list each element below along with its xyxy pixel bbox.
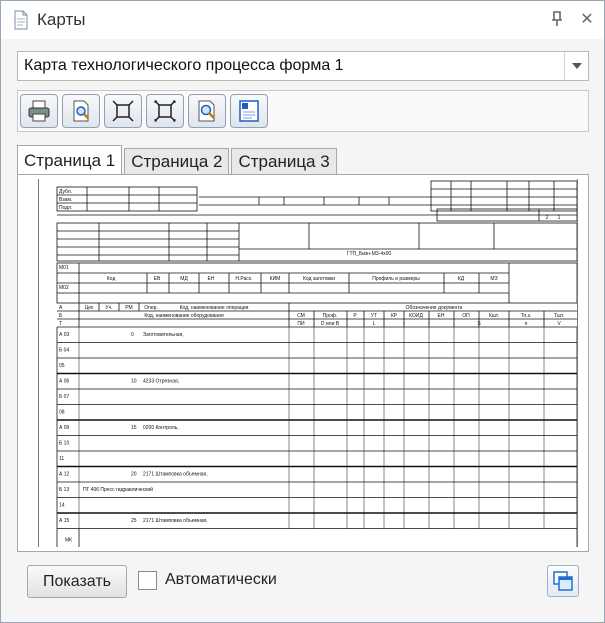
- header-left-label: Взам.: [59, 197, 73, 203]
- sub-header: Кшт.: [488, 313, 500, 319]
- row-number: 11: [59, 456, 65, 462]
- operation-number: 10: [131, 378, 137, 385]
- column-header: КИМ: [269, 276, 281, 282]
- footer-label: МК: [65, 537, 73, 544]
- sub-header: ОП: [462, 313, 470, 319]
- row-number: А 06: [59, 378, 70, 385]
- document-preview[interactable]: [38, 179, 578, 547]
- operation-number: 20: [131, 471, 137, 478]
- row-number: Б 04: [59, 347, 70, 354]
- row-number: А 15: [59, 518, 70, 524]
- operation-header: Цех: [84, 305, 94, 311]
- operation-header: РМ: [125, 305, 133, 311]
- row-number: Б 10: [59, 440, 70, 447]
- column-header: ЕН: [207, 276, 215, 282]
- column-header: МД: [180, 276, 188, 282]
- show-button[interactable]: Показать: [27, 565, 127, 598]
- column-header: МЗ: [490, 276, 498, 282]
- page-total: 1: [557, 215, 561, 221]
- unit-header: L: [372, 321, 376, 327]
- sub-header: Проф.: [322, 313, 338, 319]
- tab-page-3[interactable]: Страница 3: [231, 148, 336, 175]
- fit-page-icon[interactable]: [104, 94, 142, 128]
- column-header: Код: [106, 276, 116, 282]
- tab-page-1[interactable]: Страница 1: [17, 145, 122, 176]
- close-icon[interactable]: ✕: [580, 11, 594, 28]
- chevron-down-icon[interactable]: [564, 52, 588, 80]
- operation-number: 25: [131, 518, 137, 524]
- pin-icon[interactable]: [548, 10, 566, 28]
- row-number: Б 07: [59, 394, 70, 400]
- operation-text: 2171 Штамповка объемная,: [143, 471, 208, 478]
- unit-header: i: [428, 321, 430, 327]
- column-header: Код заготовки: [303, 276, 335, 282]
- bottom-bar: [1, 557, 604, 623]
- sub-header: КОИД: [409, 313, 423, 319]
- unit-header: n: [524, 321, 528, 327]
- page-tabs: [17, 145, 339, 175]
- document-code: ГТП_Бизн-М3-4х00: [346, 251, 392, 257]
- row-label-a: А: [59, 305, 63, 311]
- unit-header: ПИ: [297, 321, 305, 327]
- sub-header: Р: [353, 313, 357, 319]
- operation-header: Опер.: [144, 305, 158, 311]
- preview-icon[interactable]: [62, 94, 100, 128]
- print-icon[interactable]: [20, 94, 58, 128]
- row-label-m01: М01: [59, 265, 69, 271]
- column-header: Н.Расх.: [235, 276, 253, 282]
- column-header: ЕВ: [153, 276, 161, 282]
- header-left-label: Подл.: [59, 205, 73, 211]
- row-number: 08: [59, 409, 65, 416]
- preview-panel: [17, 174, 589, 552]
- row-number: 14: [59, 502, 65, 509]
- operation-number: 15: [131, 425, 137, 431]
- column-header: КД: [457, 276, 465, 282]
- windows-icon[interactable]: [547, 565, 579, 597]
- card-type-value: Карта технологического процесса форма 1: [24, 57, 344, 74]
- auto-checkbox-label[interactable]: Автоматически: [165, 571, 277, 588]
- sub-header: Тп.з.: [520, 313, 532, 319]
- sub-header: КР: [390, 313, 398, 319]
- unit-header: V: [557, 321, 561, 327]
- operation-header: Код, наименование операции: [179, 305, 249, 311]
- page-number: 2: [545, 215, 549, 221]
- toolbar: [17, 90, 589, 132]
- row-number: А 12: [59, 471, 70, 478]
- unit-header: S: [477, 321, 481, 327]
- fit-width-icon[interactable]: [146, 94, 184, 128]
- row-number: 05: [59, 363, 65, 369]
- operation-text: 0200 Контроль,: [143, 425, 179, 431]
- sub-header: УТ: [370, 313, 378, 319]
- document-icon: [11, 10, 31, 30]
- page-setup-icon[interactable]: [230, 94, 268, 128]
- row-number: А 03: [59, 332, 70, 338]
- sub-header: Тшт.: [553, 313, 565, 319]
- row-label-t: Т: [59, 321, 63, 327]
- row-number: Б 13: [59, 487, 70, 493]
- sub-header: ЕН: [437, 313, 445, 319]
- row-number: А 09: [59, 425, 70, 431]
- operation-number: 0: [131, 332, 134, 338]
- card-type-select[interactable]: [17, 51, 589, 81]
- operation-text: 2171 Штамповка объемная,: [143, 518, 208, 524]
- header-left-label: Дубл.: [59, 189, 72, 195]
- unit-header: t: [403, 321, 405, 327]
- row-label-m02: М02: [59, 285, 69, 291]
- operation-text: Заготовительная,: [143, 332, 184, 338]
- operation-header: Уч.: [105, 305, 113, 311]
- operation-header: Обозначение документа: [405, 305, 463, 311]
- unit-header: D или В: [320, 321, 340, 327]
- title-bar: [1, 1, 604, 39]
- auto-checkbox[interactable]: [138, 571, 157, 590]
- zoom-icon[interactable]: [188, 94, 226, 128]
- tab-page-2[interactable]: Страница 2: [124, 148, 229, 175]
- document-form: [39, 179, 578, 547]
- operation-text: 4233 Отрезная,: [143, 378, 180, 385]
- column-header: Профиль и размеры: [372, 276, 420, 282]
- sub-header: Код, наименование оборудования: [144, 313, 224, 319]
- sub-header: СМ: [297, 313, 305, 319]
- window-title: Карты: [37, 10, 86, 29]
- operation-text: ПГ 406 Пресс гидравлический: [83, 487, 153, 493]
- row-label-b: Б: [59, 313, 63, 319]
